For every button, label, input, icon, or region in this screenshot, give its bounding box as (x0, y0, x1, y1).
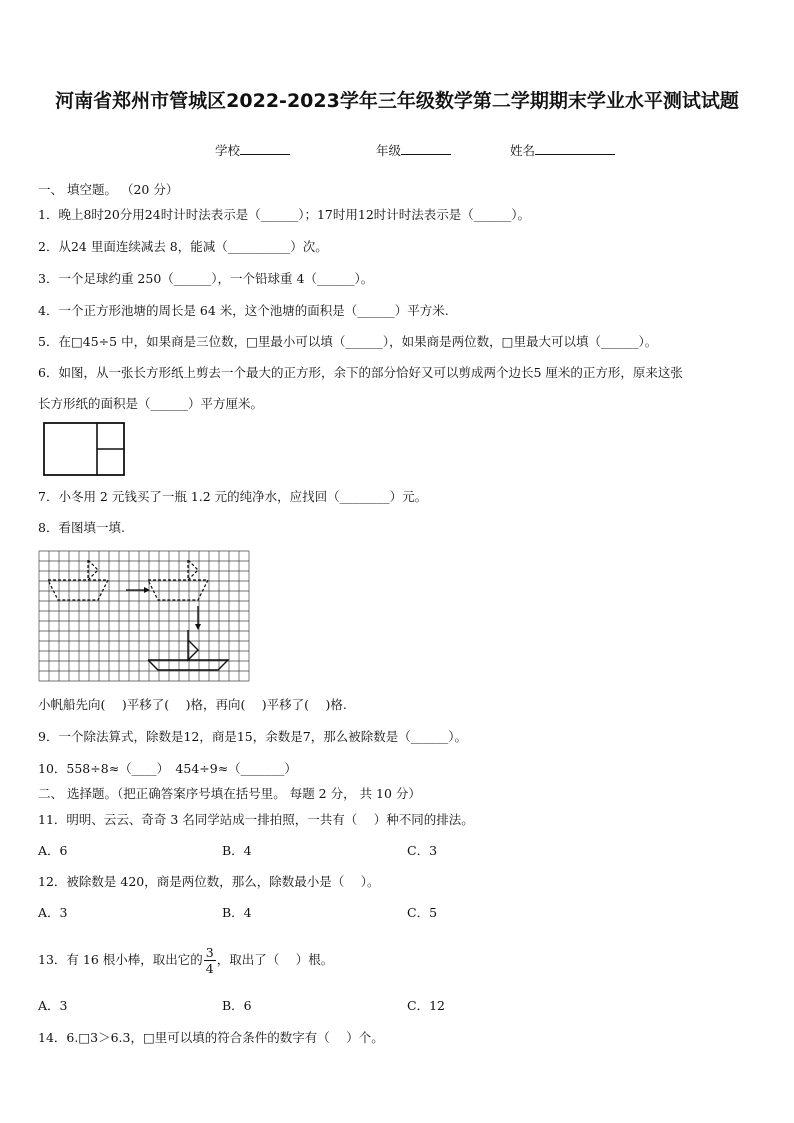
q11-option-b: B．4 (222, 843, 252, 858)
name-label: 姓名 (510, 143, 536, 158)
grade-blank (401, 141, 451, 155)
q11-option-a: A．6 (38, 843, 68, 858)
question-5: 5．在□45÷5 中，如果商是三位数，□里最小可以填（______），如果商是两位数，□里最大可以填（______）。 (38, 334, 658, 349)
q13-option-a: A．3 (38, 998, 68, 1013)
name-field (510, 141, 615, 159)
question-6-line1: 6．如图，从一张长方形纸上剪去一个最大的正方形，余下的部分恰好又可以剪成两个边长5 厘米的正方形，原来这张 (38, 365, 683, 380)
question-2: 2．从24 里面连续减去 8，能减（__________）次。 (38, 239, 328, 254)
question-7: 7．小冬用 2 元钱买了一瓶 1.2 元的纯净水，应找回（________）元。 (38, 489, 428, 504)
q11-option-c: C．3 (407, 843, 438, 858)
question-10: 10．558÷8≈（____） 454÷9≈（_______） (38, 761, 297, 776)
q12-option-a: A．3 (38, 905, 68, 920)
school-blank (240, 141, 290, 155)
sailboat-final-hull (148, 660, 228, 670)
q12-option-b: B．4 (222, 905, 252, 920)
q13-stem-after: ，取出了（ ）根。 (216, 952, 334, 967)
sailboat-shifted-sail (188, 560, 198, 580)
school-field (215, 141, 290, 159)
q13-fraction (204, 945, 216, 976)
q13-option-b: B．6 (222, 998, 252, 1013)
question-12: 12．被除数是 420，商是两位数，那么，除数最小是（ ）。 (38, 874, 380, 889)
sailboat-final-sail (188, 630, 198, 660)
grid-lines (39, 551, 249, 681)
q12-option-c: C．5 (407, 905, 438, 920)
page-title: 河南省郑州市管城区2022-2023学年三年级数学第二学期期末学业水平测试试题 (55, 90, 739, 112)
grade-label: 年级 (376, 143, 402, 158)
grade-field (376, 141, 451, 159)
school-label: 学校 (215, 143, 241, 158)
question-13 (38, 944, 333, 976)
section1-heading: 一、 填空题。 （20 分） (38, 182, 179, 197)
question-3: 3．一个足球约重 250（______），一个铅球重 4（______）。 (38, 271, 374, 286)
question-8: 8．看图填一填. (38, 520, 125, 535)
question-6-line2: 长方形纸的面积是（______）平方厘米。 (38, 396, 264, 411)
q13-option-c: C．12 (407, 998, 445, 1013)
question-4: 4．一个正方形池塘的周长是 64 米，这个池塘的面积是（______）平方米. (38, 303, 449, 318)
q13-stem-before: 13．有 16 根小棒，取出它的 (38, 952, 203, 967)
q13-fraction-numerator: 3 (205, 945, 214, 960)
question-8-answer: 小帆船先向( )平移了( )格，再向( )平移了( )格. (38, 697, 347, 712)
name-blank (535, 141, 615, 155)
down-arrow-icon (195, 606, 201, 630)
sailboat-grid-figure (38, 550, 252, 682)
question-9: 9．一个除法算式，除数是12，商是15，余数是7，那么被除数是（______）。 (38, 729, 467, 744)
right-arrow-icon (126, 587, 150, 593)
sailboat-final (148, 630, 228, 670)
q13-fraction-denominator: 4 (205, 961, 214, 976)
sailboat-original-sail (88, 560, 98, 580)
question-11: 11．明明、云云、奇奇 3 名同学站成一排拍照，一共有（ ）种不同的排法。 (38, 812, 474, 827)
section2-heading: 二、 选择题。（把正确答案序号填在括号里。 每题 2 分， 共 10 分） (38, 786, 421, 801)
rectangle-figure (42, 421, 128, 477)
question-14: 14．6.□3＞6.3，□里可以填的符合条件的数字有（ ）个。 (38, 1030, 384, 1045)
question-1: 1．晚上8时20分用24时计时法表示是（______）；17时用12时计时法表示是（______）。 (38, 207, 531, 222)
